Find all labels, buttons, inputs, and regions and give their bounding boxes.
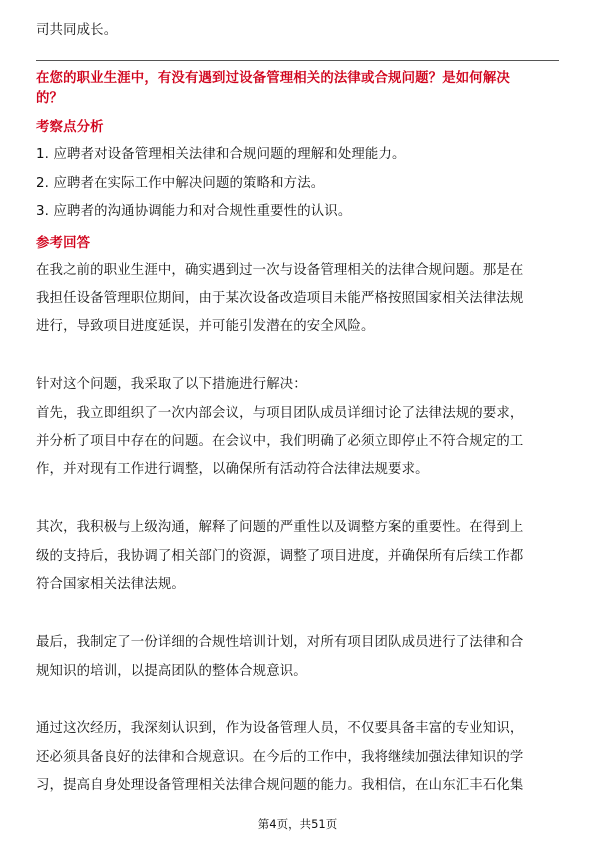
answer-line: 符合国家相关法律法规。: [36, 577, 185, 592]
answer-line: 在我之前的职业生涯中，确实遇到过一次与设备管理相关的法律合规问题。那是在: [36, 263, 524, 278]
answer-line: 还必须具备良好的法律和合规意识。在今后的工作中，我将继续加强法律知识的学: [36, 750, 524, 765]
analysis-item: 2. 应聘者在实际工作中解决问题的策略和方法。: [36, 176, 325, 191]
question-line-1: 在您的职业生涯中，有没有遇到过设备管理相关的法律或合规问题？是如何解决: [36, 71, 510, 86]
answer-line: 其次，我积极与上级沟通，解释了问题的严重性以及调整方案的重要性。在得到上: [36, 520, 524, 535]
answer-line: 习，提高自身处理设备管理相关法律合规问题的能力。我相信，在山东汇丰石化集: [36, 778, 524, 793]
answer-line: 最后，我制定了一份详细的合规性培训计划，对所有项目团队成员进行了法律和合: [36, 635, 524, 650]
answer-line: 规知识的培训，以提高团队的整体合规意识。: [36, 664, 307, 679]
analysis-item: 1. 应聘者对设备管理相关法律和合规问题的理解和处理能力。: [36, 147, 406, 162]
question-line-2: 的？: [36, 91, 64, 106]
page-number: 第4页，共51页: [257, 817, 338, 831]
question-heading: [36, 69, 562, 109]
section-divider: [36, 60, 559, 61]
analysis-item: 3. 应聘者的沟通协调能力和对合规性重要性的认识。: [36, 204, 352, 219]
answer-heading: 参考回答: [36, 236, 91, 251]
paragraph-fragment: 司共同成长。: [36, 23, 118, 38]
answer-line: 通过这次经历，我深刻认识到，作为设备管理人员，不仅要具备丰富的专业知识，: [36, 721, 524, 736]
analysis-heading: 考察点分析: [36, 120, 104, 135]
answer-line: 并分析了项目中存在的问题。在会议中，我们明确了必须立即停止不符合规定的工: [36, 434, 524, 449]
answer-line: 针对这个问题，我采取了以下措施进行解决：: [36, 377, 307, 392]
answer-line: 进行，导致项目进度延误，并可能引发潜在的安全风险。: [36, 319, 375, 334]
answer-line: 级的支持后，我协调了相关部门的资源，调整了项目进度，并确保所有后续工作都: [36, 549, 524, 564]
answer-line: 我担任设备管理职位期间，由于某次设备改造项目未能严格按照国家相关法律法规: [36, 291, 524, 306]
answer-line: 作，并对现有工作进行调整，以确保所有活动符合法律法规要求。: [36, 462, 429, 477]
answer-line: 首先，我立即组织了一次内部会议，与项目团队成员详细讨论了法律法规的要求，: [36, 406, 524, 421]
